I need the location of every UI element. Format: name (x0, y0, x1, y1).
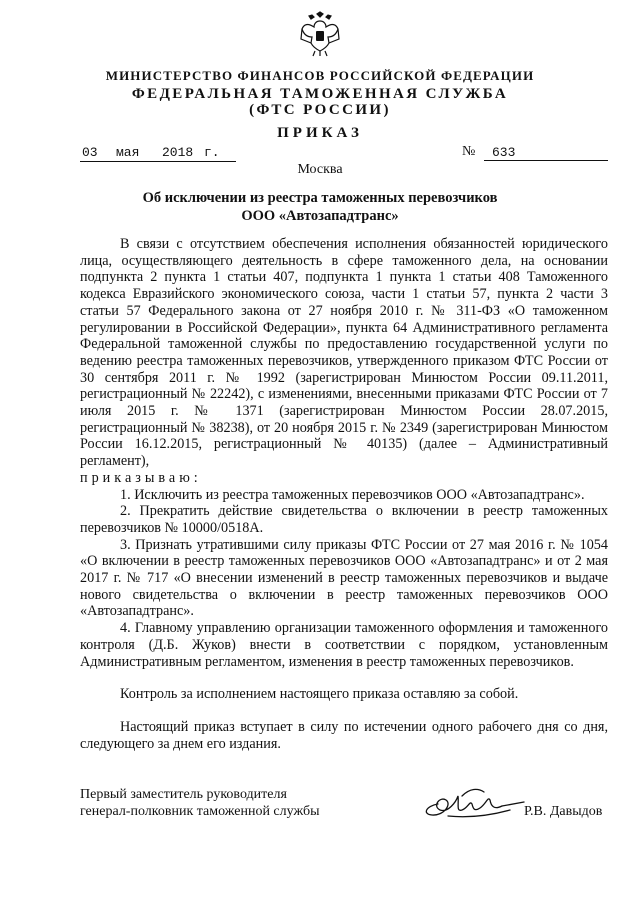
item-3: 3. Признать утратившими силу приказы ФТС России от 27 мая 2016 г. № 1054 «О включении в реестр таможенных перевозчиков ООО «Автозападтранс» и от 2 мая 2017 г. № 717 «О внесении изменений в реестр таможенных перевозчиков и выдаче нового свидетельства о включении в реестр таможенных перевозчиков ООО «Автозападтранс». (80, 536, 608, 620)
control-paragraph: Контроль за исполнением настоящего приказа оставляю за собой. (120, 686, 519, 703)
signatory-position-line1: Первый заместитель руководителя (80, 787, 287, 802)
coat-of-arms-emblem-icon (299, 11, 341, 57)
document-type-heading: ПРИКАЗ (277, 125, 363, 141)
effective-paragraph: Настоящий приказ вступает в силу по истечении одного рабочего дня со дня, следующего за днем его издания. (80, 718, 608, 752)
date-suffix: г. (204, 145, 220, 160)
city-label: Москва (297, 162, 343, 177)
item-1: 1. Исключить из реестра таможенных перевозчиков ООО «Автозападтранс». (120, 486, 585, 503)
item-4: 4. Главному управлению организации таможенного оформления и таможенного контроля (Д.Б. Жуков) внести в соответствии с порядком, установленным Административным регламентом, изменения в реестр таможенных перевозчиков. (80, 620, 608, 670)
ministry-heading: МИНИСТЕРСТВО ФИНАНСОВ РОССИЙСКОЙ ФЕДЕРАЦИИ (105, 68, 535, 83)
date-day: 03 (82, 145, 98, 160)
item-2: 2. Прекратить действие свидетельства о включении в реестр таможенных перевозчиков № 10000/0518А. (80, 503, 608, 536)
date-month: мая (116, 145, 140, 160)
signatory-name: Р.В. Давыдов (524, 804, 603, 819)
date-year: 2018 (162, 145, 194, 160)
order-word: приказываю: (80, 469, 202, 486)
number-label: № (462, 144, 476, 159)
service-heading: ФЕДЕРАЛЬНАЯ ТАМОЖЕННАЯ СЛУЖБА (131, 86, 509, 102)
preamble-paragraph: В связи с отсутствием обеспечения исполнения обязанностей юридического лица, осуществляющего деятельность в сфере таможенного дела, на основании подпункта 2 пункта 1 статьи 407, подпункта 1 пункта 1 статьи 408 Таможенного кодекса Евразийского экономического союза, части 1 статьи 57, пункта 2 части 3 статьи 57 Федерального закона от 27 ноября 2010 г. № 311-ФЗ «О таможенном регулировании в Российской Федерации», пункта 64 Административного регламента Федеральной таможенной службы по предоставлению государственной услуги по ведению реестра таможенных перевозчиков, утвержденного приказом ФТС России от 30 сентября 2011 г. № 1992 (зарегистрирован Минюстом России 09.11.2011, регистрационный № 22242), с изменениями, внесенными приказами ФТС России от 7 июля 2015 г. № 1371 (зарегистрирован Минюстом России 28.07.2015, регистрационный № 38238), от 20 ноября 2015 г. № 2349 (зарегистрирован Минюстом России 16.12.2015, регистрационный № 40135) (далее – Административный регламент), (80, 236, 608, 470)
document-title-line2: ООО «Автозападтранс» (241, 208, 399, 224)
document-title-line1: Об исключении из реестра таможенных перевозчиков (142, 190, 498, 206)
service-abbreviation: (ФТС РОССИИ) (249, 102, 391, 118)
document-body (80, 236, 608, 752)
signatory-position-line2: генерал-полковник таможенной службы (80, 804, 320, 819)
order-number-field (462, 143, 608, 161)
handwritten-signature-icon (418, 782, 528, 824)
order-date-field (80, 143, 236, 162)
order-number: 633 (492, 145, 516, 160)
